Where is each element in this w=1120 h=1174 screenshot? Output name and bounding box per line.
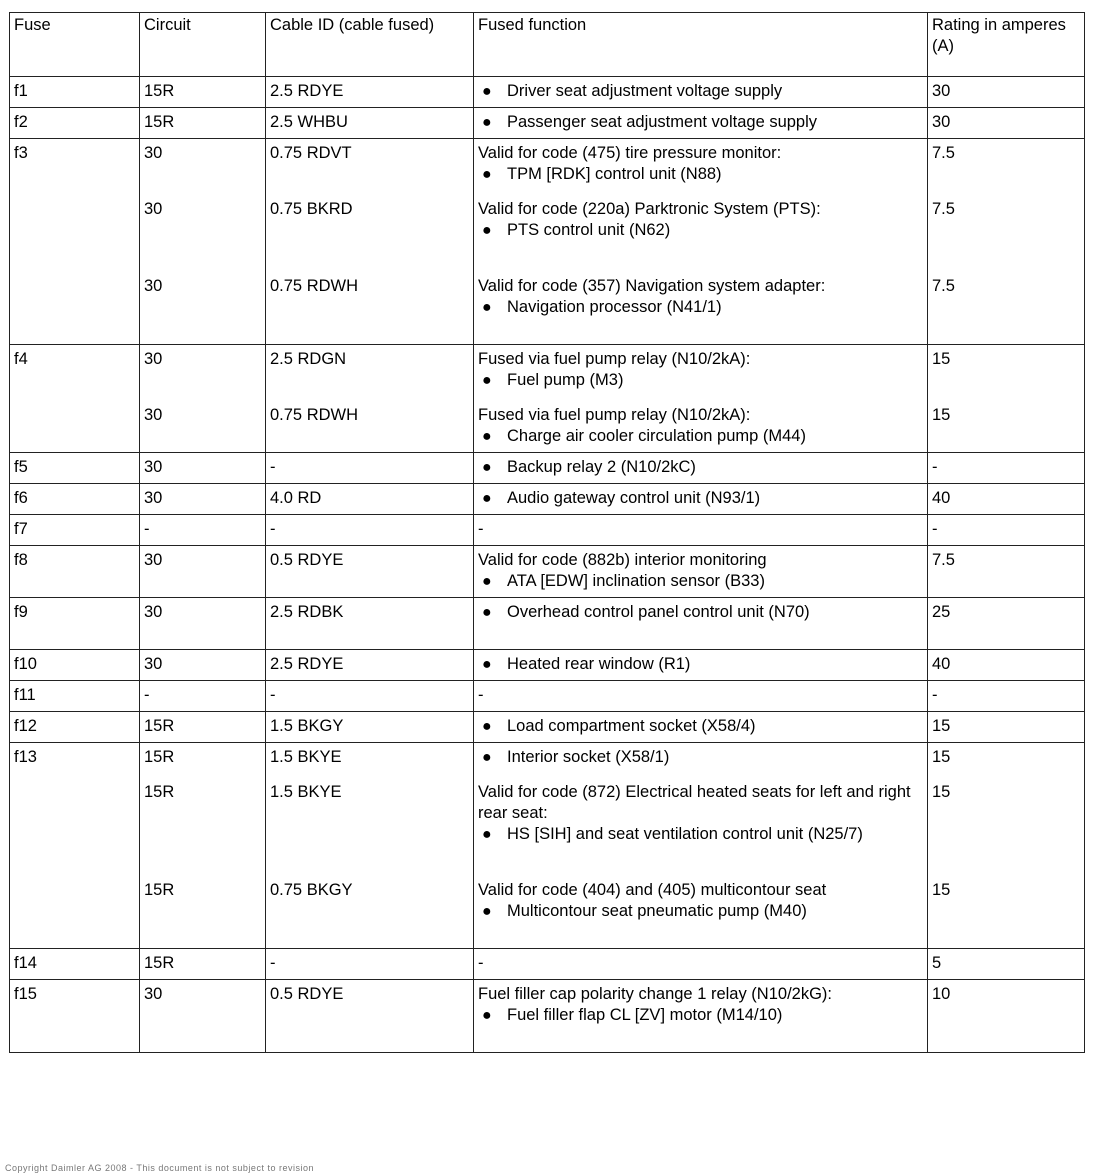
fuse-id-cell: f10 <box>10 650 140 681</box>
cable-id-cell <box>266 77 474 108</box>
function-bullet-text: Overhead control panel control unit (N70) <box>507 603 810 621</box>
cable-id-cell <box>266 453 474 484</box>
bullet-icon: ● <box>482 573 492 590</box>
cable-id-value: 0.75 RDWH <box>270 406 359 424</box>
fused-function-cell <box>474 108 928 139</box>
bullet-icon: ● <box>482 299 492 316</box>
cable-id-value: 1.5 BKYE <box>270 783 342 801</box>
fuse-id-cell: f4 <box>10 345 140 453</box>
fused-function-cell <box>474 681 928 712</box>
rating-cell <box>928 546 1085 598</box>
function-bullet-item <box>478 602 923 623</box>
circuit-cell <box>140 108 266 139</box>
function-entry <box>478 716 923 737</box>
function-heading: Valid for code (882b) interior monitoring <box>478 551 767 569</box>
function-entry <box>478 953 923 974</box>
fused-function-cell <box>474 546 928 598</box>
rating-value: 40 <box>932 655 951 673</box>
circuit-value: - <box>144 686 150 704</box>
fuse-row <box>10 484 1085 515</box>
cable-id-value: 1.5 BKGY <box>270 717 344 735</box>
circuit-cell <box>140 515 266 546</box>
function-heading: - <box>478 686 484 704</box>
rating-value: 15 <box>932 717 951 735</box>
function-bullet-item <box>478 297 923 318</box>
rating-cell <box>928 453 1085 484</box>
cable-id-column-header: Cable ID (cable fused) <box>266 13 474 77</box>
fuse-row <box>10 598 1085 650</box>
function-bullet-text: Load compartment socket (X58/4) <box>507 717 756 735</box>
rating-cell <box>928 345 1085 453</box>
function-bullet-text: HS [SIH] and seat ventilation control unit (N25/7) <box>507 825 863 843</box>
function-entry <box>478 880 923 943</box>
circuit-cell <box>140 650 266 681</box>
circuit-value: 15R <box>144 748 175 766</box>
fuse-id-cell: f15 <box>10 980 140 1053</box>
bullet-icon: ● <box>482 114 492 131</box>
bullet-icon: ● <box>482 903 492 920</box>
fuse-row <box>10 650 1085 681</box>
fuse-id-cell: f14 <box>10 949 140 980</box>
function-bullet-text: Driver seat adjustment voltage supply <box>507 82 783 100</box>
circuit-cell <box>140 980 266 1053</box>
fuse-column-header: Fuse <box>10 13 140 77</box>
circuit-value: 30 <box>144 489 163 507</box>
cable-id-value: 0.75 BKRD <box>270 200 353 218</box>
fused-function-cell <box>474 743 928 949</box>
cable-id-value: 0.5 RDYE <box>270 551 344 569</box>
function-heading: Fused via fuel pump relay (N10/2kA): <box>478 350 751 368</box>
header-row <box>10 13 1085 77</box>
function-bullet-text: Interior socket (X58/1) <box>507 748 670 766</box>
rating-cell <box>928 484 1085 515</box>
function-bullet-item <box>478 747 923 768</box>
rating-value: - <box>932 458 938 476</box>
rating-value: 7.5 <box>932 144 955 162</box>
rating-cell <box>928 949 1085 980</box>
bullet-icon: ● <box>482 826 492 843</box>
fuse-id-cell: f3 <box>10 139 140 345</box>
fused-function-cell <box>474 712 928 743</box>
function-entry <box>478 782 923 866</box>
function-entry <box>478 550 923 592</box>
function-bullet-item <box>478 571 923 592</box>
circuit-value: 15R <box>144 881 175 899</box>
cable-id-value: - <box>270 954 276 972</box>
rating-cell <box>928 681 1085 712</box>
function-bullet-item <box>478 220 923 241</box>
fuse-id-cell: f2 <box>10 108 140 139</box>
circuit-column-header: Circuit <box>140 13 266 77</box>
circuit-cell <box>140 949 266 980</box>
cable-id-value: - <box>270 520 276 538</box>
function-entry <box>478 488 923 509</box>
function-entry <box>478 276 923 339</box>
rating-cell <box>928 743 1085 949</box>
function-bullet-text: Heated rear window (R1) <box>507 655 691 673</box>
cable-id-value: - <box>270 686 276 704</box>
rating-value: 15 <box>932 350 951 368</box>
rating-value: 7.5 <box>932 277 955 295</box>
cable-id-value: - <box>270 458 276 476</box>
rating-value: - <box>932 686 938 704</box>
fused-function-cell <box>474 650 928 681</box>
circuit-value: - <box>144 520 150 538</box>
circuit-value: 30 <box>144 655 163 673</box>
function-entry <box>478 81 923 102</box>
rating-value: 10 <box>932 985 951 1003</box>
circuit-value: 30 <box>144 144 163 162</box>
function-entry <box>478 112 923 133</box>
fused-function-cell <box>474 484 928 515</box>
function-entry <box>478 457 923 478</box>
circuit-value: 15R <box>144 82 175 100</box>
cable-id-cell <box>266 345 474 453</box>
cable-id-value: 0.75 BKGY <box>270 881 353 899</box>
circuit-value: 30 <box>144 277 163 295</box>
function-entry <box>478 602 923 644</box>
function-bullet-item <box>478 901 923 922</box>
function-bullet-text: Fuel filler flap CL [ZV] motor (M14/10) <box>507 1006 783 1024</box>
fuse-id-cell: f9 <box>10 598 140 650</box>
fuse-id-cell: f12 <box>10 712 140 743</box>
fuse-row <box>10 453 1085 484</box>
fuse-assignment-table <box>9 12 1085 1053</box>
rating-value: 15 <box>932 881 951 899</box>
cable-id-value: 2.5 RDGN <box>270 350 347 368</box>
cable-id-value: 0.5 RDYE <box>270 985 344 1003</box>
circuit-cell <box>140 681 266 712</box>
function-bullet-item <box>478 716 923 737</box>
function-entry <box>478 685 923 706</box>
bullet-icon: ● <box>482 166 492 183</box>
cable-id-cell <box>266 515 474 546</box>
cable-id-cell <box>266 712 474 743</box>
function-bullet-text: Audio gateway control unit (N93/1) <box>507 489 761 507</box>
bullet-icon: ● <box>482 428 492 445</box>
fused-function-column-header: Fused function <box>474 13 928 77</box>
circuit-value: 30 <box>144 200 163 218</box>
fuse-id-cell: f6 <box>10 484 140 515</box>
rating-value: 15 <box>932 748 951 766</box>
cable-id-value: 1.5 BKYE <box>270 748 342 766</box>
function-bullet-text: PTS control unit (N62) <box>507 221 671 239</box>
fuse-row <box>10 139 1085 345</box>
bullet-icon: ● <box>482 656 492 673</box>
function-heading: Valid for code (404) and (405) multicontour seat <box>478 881 827 899</box>
fused-function-cell <box>474 453 928 484</box>
function-entry <box>478 143 923 185</box>
fuse-row <box>10 345 1085 453</box>
circuit-cell <box>140 598 266 650</box>
function-entry <box>478 654 923 675</box>
cable-id-cell <box>266 139 474 345</box>
function-bullet-item <box>478 426 923 447</box>
rating-column-header: Rating in amperes (A) <box>928 13 1085 77</box>
function-heading: - <box>478 954 484 972</box>
circuit-value: 30 <box>144 406 163 424</box>
fuse-row <box>10 77 1085 108</box>
fuse-row <box>10 949 1085 980</box>
function-bullet-text: Navigation processor (N41/1) <box>507 298 722 316</box>
function-bullet-item <box>478 370 923 391</box>
function-bullet-text: Fuel pump (M3) <box>507 371 624 389</box>
rating-value: 7.5 <box>932 551 955 569</box>
circuit-value: 15R <box>144 954 175 972</box>
function-bullet-text: Charge air cooler circulation pump (M44) <box>507 427 806 445</box>
function-bullet-item <box>478 824 923 845</box>
circuit-cell <box>140 484 266 515</box>
fused-function-cell <box>474 949 928 980</box>
fuse-row <box>10 546 1085 598</box>
circuit-value: 30 <box>144 350 163 368</box>
circuit-value: 30 <box>144 458 163 476</box>
bullet-icon: ● <box>482 1007 492 1024</box>
circuit-cell <box>140 712 266 743</box>
fuse-row <box>10 515 1085 546</box>
rating-cell <box>928 515 1085 546</box>
cable-id-value: 2.5 RDBK <box>270 603 344 621</box>
cable-id-value: 4.0 RD <box>270 489 322 507</box>
rating-value: - <box>932 520 938 538</box>
circuit-value: 15R <box>144 113 175 131</box>
fuse-row <box>10 712 1085 743</box>
function-heading: Valid for code (872) Electrical heated seats for left and right rear seat: <box>478 783 911 822</box>
function-bullet-item <box>478 654 923 675</box>
function-entry <box>478 199 923 262</box>
fuse-row <box>10 980 1085 1053</box>
rating-value: 5 <box>932 954 942 972</box>
function-entry <box>478 349 923 391</box>
fuse-id-cell: f8 <box>10 546 140 598</box>
rating-cell <box>928 650 1085 681</box>
fuse-row <box>10 108 1085 139</box>
circuit-value: 30 <box>144 603 163 621</box>
rating-cell <box>928 980 1085 1053</box>
fuse-id-cell: f13 <box>10 743 140 949</box>
rating-cell <box>928 712 1085 743</box>
cable-id-cell <box>266 546 474 598</box>
function-entry <box>478 984 923 1047</box>
circuit-cell <box>140 345 266 453</box>
cable-id-cell <box>266 949 474 980</box>
function-heading: - <box>478 520 484 538</box>
fused-function-cell <box>474 598 928 650</box>
function-bullet-text: TPM [RDK] control unit (N88) <box>507 165 722 183</box>
cable-id-cell <box>266 980 474 1053</box>
cable-id-value: 0.75 RDWH <box>270 277 359 295</box>
circuit-value: 30 <box>144 551 163 569</box>
fused-function-cell <box>474 77 928 108</box>
fuse-id-cell: f5 <box>10 453 140 484</box>
function-heading: Fuel filler cap polarity change 1 relay (N10/2kG): <box>478 985 832 1003</box>
copyright-footer: Copyright Daimler AG 2008 - This document is not subject to revision <box>5 1163 314 1173</box>
bullet-icon: ● <box>482 490 492 507</box>
function-bullet-item <box>478 1005 923 1026</box>
fused-function-cell <box>474 139 928 345</box>
fused-function-cell <box>474 980 928 1053</box>
rating-cell <box>928 598 1085 650</box>
circuit-value: 15R <box>144 717 175 735</box>
circuit-cell <box>140 743 266 949</box>
circuit-value: 15R <box>144 783 175 801</box>
function-bullet-item <box>478 488 923 509</box>
table-body <box>10 77 1085 1053</box>
circuit-cell <box>140 139 266 345</box>
circuit-value: 30 <box>144 985 163 1003</box>
bullet-icon: ● <box>482 222 492 239</box>
function-bullet-item <box>478 164 923 185</box>
rating-value: 15 <box>932 783 951 801</box>
circuit-cell <box>140 453 266 484</box>
cable-id-cell <box>266 484 474 515</box>
cable-id-cell <box>266 650 474 681</box>
function-heading: Fused via fuel pump relay (N10/2kA): <box>478 406 751 424</box>
function-bullet-item <box>478 112 923 133</box>
cable-id-value: 2.5 RDYE <box>270 82 344 100</box>
fused-function-cell <box>474 515 928 546</box>
bullet-icon: ● <box>482 83 492 100</box>
rating-cell <box>928 77 1085 108</box>
rating-cell <box>928 139 1085 345</box>
bullet-icon: ● <box>482 604 492 621</box>
function-bullet-item <box>478 81 923 102</box>
function-heading: Valid for code (475) tire pressure monitor: <box>478 144 782 162</box>
cable-id-cell <box>266 108 474 139</box>
fuse-id-cell: f1 <box>10 77 140 108</box>
function-heading: Valid for code (220a) Parktronic System (PTS): <box>478 200 821 218</box>
function-bullet-item <box>478 457 923 478</box>
cable-id-cell <box>266 598 474 650</box>
function-entry <box>478 405 923 447</box>
rating-value: 30 <box>932 113 951 131</box>
function-heading: Valid for code (357) Navigation system adapter: <box>478 277 826 295</box>
fuse-id-cell: f11 <box>10 681 140 712</box>
circuit-cell <box>140 77 266 108</box>
rating-value: 25 <box>932 603 951 621</box>
fused-function-cell <box>474 345 928 453</box>
bullet-icon: ● <box>482 718 492 735</box>
function-bullet-text: ATA [EDW] inclination sensor (B33) <box>507 572 765 590</box>
cable-id-value: 2.5 RDYE <box>270 655 344 673</box>
rating-value: 7.5 <box>932 200 955 218</box>
function-entry <box>478 519 923 540</box>
function-bullet-text: Multicontour seat pneumatic pump (M40) <box>507 902 807 920</box>
circuit-cell <box>140 546 266 598</box>
function-entry <box>478 747 923 768</box>
cable-id-cell <box>266 681 474 712</box>
rating-value: 40 <box>932 489 951 507</box>
cable-id-value: 0.75 RDVT <box>270 144 352 162</box>
bullet-icon: ● <box>482 749 492 766</box>
function-bullet-text: Passenger seat adjustment voltage supply <box>507 113 818 131</box>
fuse-id-cell: f7 <box>10 515 140 546</box>
rating-value: 15 <box>932 406 951 424</box>
rating-cell <box>928 108 1085 139</box>
bullet-icon: ● <box>482 459 492 476</box>
function-bullet-text: Backup relay 2 (N10/2kC) <box>507 458 696 476</box>
bullet-icon: ● <box>482 372 492 389</box>
cable-id-value: 2.5 WHBU <box>270 113 348 131</box>
table-header <box>10 13 1085 77</box>
rating-value: 30 <box>932 82 951 100</box>
fuse-row <box>10 681 1085 712</box>
fuse-row <box>10 743 1085 949</box>
cable-id-cell <box>266 743 474 949</box>
